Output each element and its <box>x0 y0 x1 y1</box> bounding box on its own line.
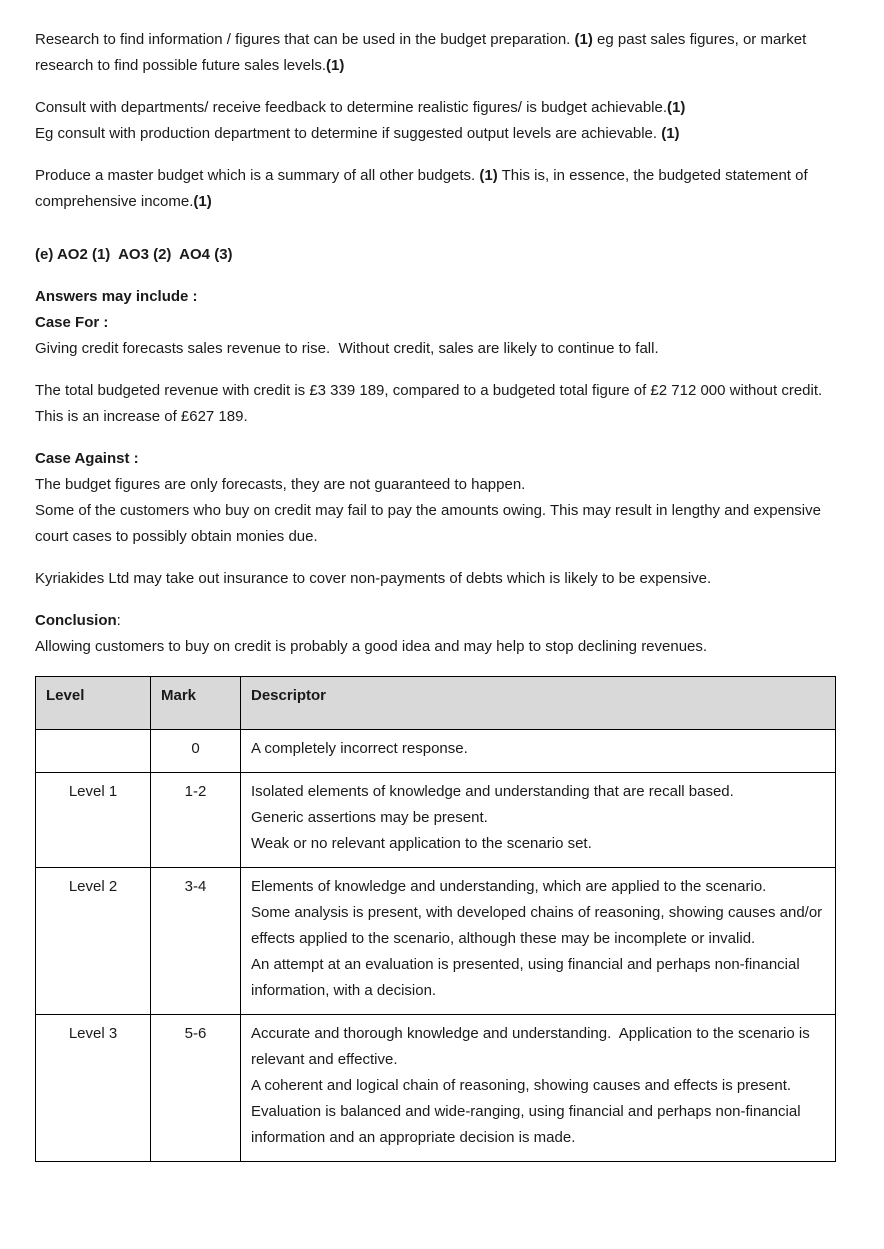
paragraph <box>35 608 849 634</box>
paragraph <box>35 472 849 498</box>
level-descriptor-table <box>35 676 836 1162</box>
descriptor-cell <box>241 868 836 1015</box>
text-segment: This is, in essence, the budgeted statement of comprehensive income. <box>35 167 812 210</box>
text-segment: Produce a master budget which is a summary of all other budgets. <box>35 167 480 184</box>
level-cell <box>36 730 151 773</box>
mark-cell: 0 <box>151 730 241 773</box>
descriptor-line: Evaluation is balanced and wide-ranging, using financial and perhaps non-financial information and an appropriate decision is made. <box>251 1103 805 1146</box>
bold-text-segment: (1) <box>479 167 498 184</box>
paragraph <box>35 163 849 215</box>
text-segment: Eg consult with production department to determine if suggested output levels are achievable. <box>35 125 662 142</box>
level-cell: Level 1 <box>36 773 151 868</box>
answers-case-for <box>35 284 849 362</box>
descriptor-line: Some analysis is present, with developed chains of reasoning, showing causes and/or effects applied to the scenario, although these may be incomplete or invalid. <box>251 904 827 947</box>
text-segment: Some of the customers who buy on credit may fail to pay the amounts owing. This may result in lengthy and expensive court cases to possibly obtain monies due. <box>35 502 826 545</box>
column-header-descriptor: Descriptor <box>241 677 836 730</box>
paragraph <box>35 336 849 362</box>
descriptor-line: Weak or no relevant application to the scenario set. <box>251 835 592 852</box>
paragraph <box>35 446 849 472</box>
descriptor-line: Generic assertions may be present. <box>251 809 488 826</box>
bold-text-segment: (1) <box>193 193 212 210</box>
table-row <box>36 773 836 868</box>
descriptor-line: Accurate and thorough knowledge and understanding. Application to the scenario is relevant and effective. <box>251 1025 814 1068</box>
descriptor-line: Elements of knowledge and understanding, which are applied to the scenario. <box>251 878 767 895</box>
bold-text-segment: (1) <box>574 31 593 48</box>
paragraph <box>35 242 849 268</box>
paragraph <box>35 95 849 121</box>
table-header-row <box>36 677 836 730</box>
text-segment: Giving credit forecasts sales revenue to rise. Without credit, sales are likely to continue to fall. <box>35 340 659 357</box>
descriptor-cell <box>241 773 836 868</box>
text-segment: Research to find information / figures that can be used in the budget preparation. <box>35 31 575 48</box>
bold-text-segment: (e) AO2 (1) AO3 (2) AO4 (3) <box>35 246 233 263</box>
marking-point-master-budget <box>35 163 849 215</box>
text-segment: eg past sales figures, or market research to find possible future sales levels. <box>35 31 811 74</box>
table-body <box>36 730 836 1162</box>
bold-text-segment: (1) <box>667 99 686 116</box>
paragraph <box>35 27 849 79</box>
paragraph <box>35 566 849 592</box>
text-segment: Consult with departments/ receive feedback to determine realistic figures/ is budget achievable. <box>35 99 667 116</box>
case-against <box>35 446 849 550</box>
paragraph <box>35 634 849 660</box>
text-segment: The budget figures are only forecasts, they are not guaranteed to happen. <box>35 476 526 493</box>
level-cell: Level 2 <box>36 868 151 1015</box>
insurance-point <box>35 566 849 592</box>
marking-point-research <box>35 27 849 79</box>
paragraph <box>35 284 849 310</box>
conclusion <box>35 608 849 660</box>
budgeted-revenue-figures <box>35 378 849 430</box>
paragraph <box>35 498 849 550</box>
paragraph <box>35 378 849 430</box>
descriptor-cell <box>241 730 836 773</box>
table-row <box>36 1015 836 1162</box>
mark-cell: 5-6 <box>151 1015 241 1162</box>
column-header-level: Level <box>36 677 151 730</box>
mark-cell: 1-2 <box>151 773 241 868</box>
table-row <box>36 868 836 1015</box>
bold-text-segment: Conclusion <box>35 612 117 629</box>
document-body <box>35 27 849 660</box>
level-cell: Level 3 <box>36 1015 151 1162</box>
paragraph <box>35 310 849 336</box>
bold-text-segment: Case For : <box>35 314 109 331</box>
question-e-heading <box>35 242 849 268</box>
table-row <box>36 730 836 773</box>
bold-text-segment: (1) <box>325 57 345 74</box>
descriptor-line: A completely incorrect response. <box>251 740 468 757</box>
bold-text-segment: Case Against : <box>35 450 139 467</box>
mark-cell: 3-4 <box>151 868 241 1015</box>
bold-text-segment: Answers may include : <box>35 288 198 305</box>
descriptor-line: An attempt at an evaluation is presented, using financial and perhaps non-financial information, with a decision. <box>251 956 804 999</box>
descriptor-line: Isolated elements of knowledge and understanding that are recall based. <box>251 783 734 800</box>
text-segment: : <box>116 612 121 629</box>
marking-point-consult <box>35 95 849 147</box>
text-segment: Allowing customers to buy on credit is probably a good idea and may help to stop declining revenues. <box>35 638 708 655</box>
text-segment: Kyriakides Ltd may take out insurance to cover non-payments of debts which is likely to be expensive. <box>35 570 712 587</box>
paragraph <box>35 121 849 147</box>
text-segment: The total budgeted revenue with credit is £3 339 189, compared to a budgeted total figure of £2 712 000 without credit. This is an increase of £627 189. <box>35 382 827 425</box>
bold-text-segment: (1) <box>661 125 680 142</box>
column-header-mark: Mark <box>151 677 241 730</box>
descriptor-cell <box>241 1015 836 1162</box>
descriptor-line: A coherent and logical chain of reasoning, showing causes and effects is present. <box>251 1077 792 1094</box>
